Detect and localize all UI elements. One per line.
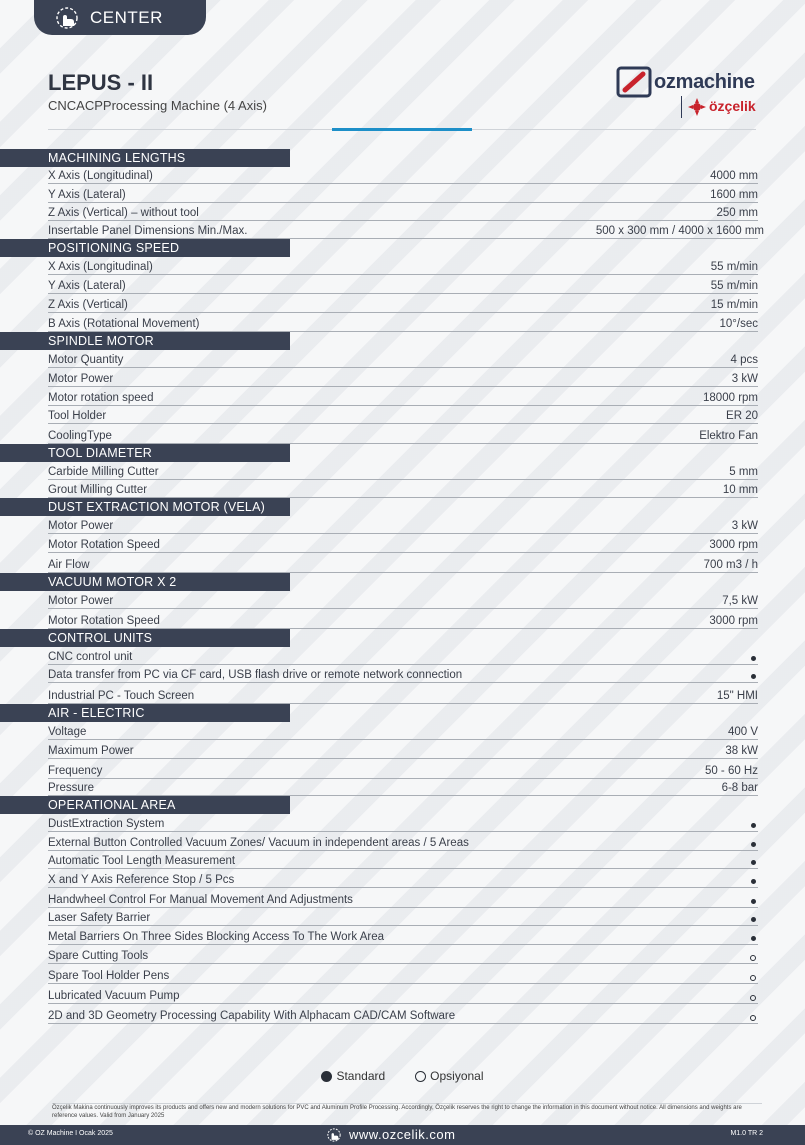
center-tab	[34, 0, 206, 35]
section-header-control-units: CONTROL UNITS	[0, 629, 290, 647]
spec-value: 15" HMI	[716, 690, 758, 702]
spec-label: Motor Quantity	[48, 354, 124, 366]
standard-dot-icon	[751, 936, 756, 941]
spec-label: Z Axis (Vertical)	[48, 299, 128, 311]
standard-dot-icon	[751, 842, 756, 847]
spec-row	[48, 832, 758, 851]
spec-label: Y Axis (Lateral)	[48, 280, 126, 292]
spec-label: Motor Power	[48, 595, 114, 607]
spec-row	[48, 167, 758, 184]
spec-label: External Button Controlled Vacuum Zones/ Vacuum in independent areas / 5 Areas	[48, 837, 469, 849]
standard-dot-icon	[751, 879, 756, 884]
spec-row	[48, 647, 758, 665]
spec-value: 700 m3 / h	[703, 559, 758, 571]
spec-row	[48, 814, 758, 832]
spec-label: Handwheel Control For Manual Movement And Adjustments	[48, 894, 353, 906]
spec-label: B Axis (Rotational Movement)	[48, 318, 200, 330]
spec-row	[48, 964, 758, 984]
spec-value: 3 kW	[731, 520, 758, 532]
footer-copyright: © OZ Machine I Ocak 2025	[28, 1130, 113, 1137]
spec-label: Metal Barriers On Three Sides Blocking Access To The Work Area	[48, 931, 384, 943]
spec-label: Spare Tool Holder Pens	[48, 970, 170, 982]
spec-value: 500 x 300 mm / 4000 x 1600 mm	[595, 225, 764, 237]
spec-label: Motor Power	[48, 520, 114, 532]
spec-label: Air Flow	[48, 559, 90, 571]
spec-row	[48, 350, 758, 368]
footer-website-text: www.ozcelik.com	[349, 1127, 456, 1142]
spec-label: Laser Safety Barrier	[48, 912, 151, 924]
spec-value: 55 m/min	[710, 280, 758, 292]
spec-label: Tool Holder	[48, 410, 107, 422]
spec-label: Y Axis (Lateral)	[48, 189, 126, 201]
standard-dot-icon	[751, 899, 756, 904]
legend	[0, 1069, 805, 1083]
legend-optional	[415, 1069, 483, 1083]
spec-label: Insertable Panel Dimensions Min./Max.	[48, 225, 248, 237]
spec-row	[48, 275, 758, 294]
spec-value: 3000 rpm	[709, 615, 758, 627]
spec-row	[48, 1004, 758, 1024]
spec-row	[48, 553, 758, 573]
spec-label: Automatic Tool Length Measurement	[48, 855, 236, 867]
footer-version: M1.0 TR 2	[730, 1130, 763, 1137]
spec-label: 2D and 3D Geometry Processing Capability With Alphacam CAD/CAM Software	[48, 1010, 456, 1022]
spec-label: Industrial PC - Touch Screen	[48, 690, 195, 702]
spec-row	[48, 184, 758, 203]
section-header-vacuum-motor-x-2: VACUUM MOTOR X 2	[0, 573, 290, 591]
spec-row	[48, 406, 758, 424]
spec-row	[48, 424, 758, 444]
spec-value: Elektro Fan	[699, 430, 758, 442]
spec-value: 10°/sec	[719, 318, 758, 330]
spec-label: X Axis (Longitudinal)	[48, 170, 153, 182]
spec-label: Motor Power	[48, 373, 114, 385]
footer-website[interactable]	[326, 1127, 455, 1142]
spec-label: CNC control unit	[48, 651, 133, 663]
spec-label: Carbide Milling Cutter	[48, 466, 159, 478]
section-header-positioning-speed: POSITIONING SPEED	[0, 239, 290, 257]
spec-row	[48, 294, 758, 313]
oz-mark-icon	[616, 66, 652, 98]
spec-value: 4000 mm	[710, 170, 758, 182]
spec-row	[48, 516, 758, 534]
ozmachine-logo	[616, 66, 761, 122]
spec-row	[48, 759, 758, 779]
filled-circle-icon	[321, 1071, 332, 1082]
spec-label: Motor Rotation Speed	[48, 615, 160, 627]
legend-standard-label: Standard	[336, 1069, 386, 1083]
spec-row	[48, 926, 758, 945]
ozcelik-mark-icon	[688, 98, 706, 116]
legend-standard	[321, 1069, 385, 1083]
spec-label: X Axis (Longitudinal)	[48, 261, 153, 273]
standard-dot-icon	[751, 674, 756, 679]
spec-row	[48, 221, 764, 239]
spec-label: Z Axis (Vertical) – without tool	[48, 207, 199, 219]
section-header-air-electric: AIR - ELECTRIC	[0, 704, 290, 722]
spec-value: ER 20	[726, 410, 758, 422]
tab-label: CENTER	[90, 7, 163, 27]
spec-label: DustExtraction System	[48, 818, 165, 830]
spec-row	[48, 683, 758, 704]
section-header-dust-extraction-motor-vela: DUST EXTRACTION MOTOR (VELA)	[0, 498, 290, 516]
optional-circle-icon	[750, 1015, 756, 1021]
spec-label: Motor Rotation Speed	[48, 539, 160, 551]
spec-row	[48, 779, 758, 796]
spec-value: 55 m/min	[710, 261, 758, 273]
spec-value: 3000 rpm	[709, 539, 758, 551]
spec-value: 50 - 60 Hz	[704, 765, 758, 777]
spec-table	[0, 149, 805, 1024]
spec-row	[48, 462, 758, 480]
spec-value: 15 m/min	[710, 299, 758, 311]
spec-label: Motor rotation speed	[48, 392, 154, 404]
section-header-spindle-motor: SPINDLE MOTOR	[0, 332, 290, 350]
section-header-machining-lengths: MACHINING LENGTHS	[0, 149, 290, 167]
spec-row	[48, 480, 758, 498]
spec-label: Maximum Power	[48, 745, 134, 757]
spec-row	[48, 387, 758, 406]
header-accent-bar	[332, 128, 472, 131]
spec-row	[48, 591, 758, 609]
spec-row	[48, 534, 758, 553]
spec-row	[48, 740, 758, 759]
spec-row	[48, 888, 758, 908]
spec-row	[48, 908, 758, 926]
disclaimer: Özçelik Makina continuously improves its products and offers new and modern solutions for PVC and Aluminum Profile Processing. Accordingly, Özçelik reserves the right to change the information in this document without notice. All dimensions and weights are reference values. Valid from January 2025	[52, 1103, 762, 1120]
spec-label: Grout Milling Cutter	[48, 484, 148, 496]
spec-label: X and Y Axis Reference Stop / 5 Pcs	[48, 874, 235, 886]
spec-label: Pressure	[48, 782, 95, 794]
spec-row	[48, 313, 758, 332]
page-title: LEPUS - II	[48, 70, 154, 95]
section-header-operational-area: OPERATIONAL AREA	[0, 796, 290, 814]
spec-label: Data transfer from PC via CF card, USB flash drive or remote network connection	[48, 669, 463, 681]
spec-row	[48, 609, 758, 629]
optional-circle-icon	[750, 975, 756, 981]
spec-value: 7,5 kW	[722, 595, 758, 607]
spec-value: 5 mm	[729, 466, 758, 478]
empty-circle-icon	[415, 1071, 426, 1082]
logo-name: ozmachine	[654, 71, 755, 93]
spec-row	[48, 368, 758, 387]
standard-dot-icon	[751, 656, 756, 661]
standard-dot-icon	[751, 917, 756, 922]
hand-touch-icon	[326, 1128, 342, 1142]
spec-label: Lubricated Vacuum Pump	[48, 990, 180, 1002]
spec-label: Voltage	[48, 726, 87, 738]
spec-value: 18000 rpm	[703, 392, 758, 404]
spec-row	[48, 257, 758, 275]
spec-row	[48, 945, 758, 964]
spec-label: Frequency	[48, 765, 103, 777]
spec-value: 250 mm	[716, 207, 758, 219]
spec-value: 1600 mm	[710, 189, 758, 201]
spec-label: Spare Cutting Tools	[48, 950, 149, 962]
spec-row	[48, 984, 758, 1004]
section-header-tool-diameter: TOOL DIAMETER	[0, 444, 290, 462]
spec-value: 10 mm	[722, 484, 758, 496]
standard-dot-icon	[751, 823, 756, 828]
logo-separator	[681, 96, 682, 118]
optional-circle-icon	[750, 955, 756, 961]
hand-touch-icon	[54, 7, 80, 29]
spec-value: 3 kW	[731, 373, 758, 385]
optional-circle-icon	[750, 995, 756, 1001]
page-subtitle: CNCACPProcessing Machine (4 Axis)	[48, 98, 267, 113]
spec-value: 38 kW	[725, 745, 758, 757]
spec-label: CoolingType	[48, 430, 112, 442]
spec-value: 6-8 bar	[721, 782, 758, 794]
spec-row	[48, 851, 758, 869]
spec-row	[48, 722, 758, 740]
standard-dot-icon	[751, 860, 756, 865]
footer	[0, 1125, 805, 1145]
spec-row	[48, 869, 758, 888]
logo-brand: özçelik	[709, 98, 756, 114]
spec-value: 4 pcs	[730, 354, 758, 366]
spec-row	[48, 203, 758, 221]
spec-value: 400 V	[727, 726, 758, 738]
legend-optional-label: Opsiyonal	[430, 1069, 484, 1083]
spec-row	[48, 665, 758, 683]
